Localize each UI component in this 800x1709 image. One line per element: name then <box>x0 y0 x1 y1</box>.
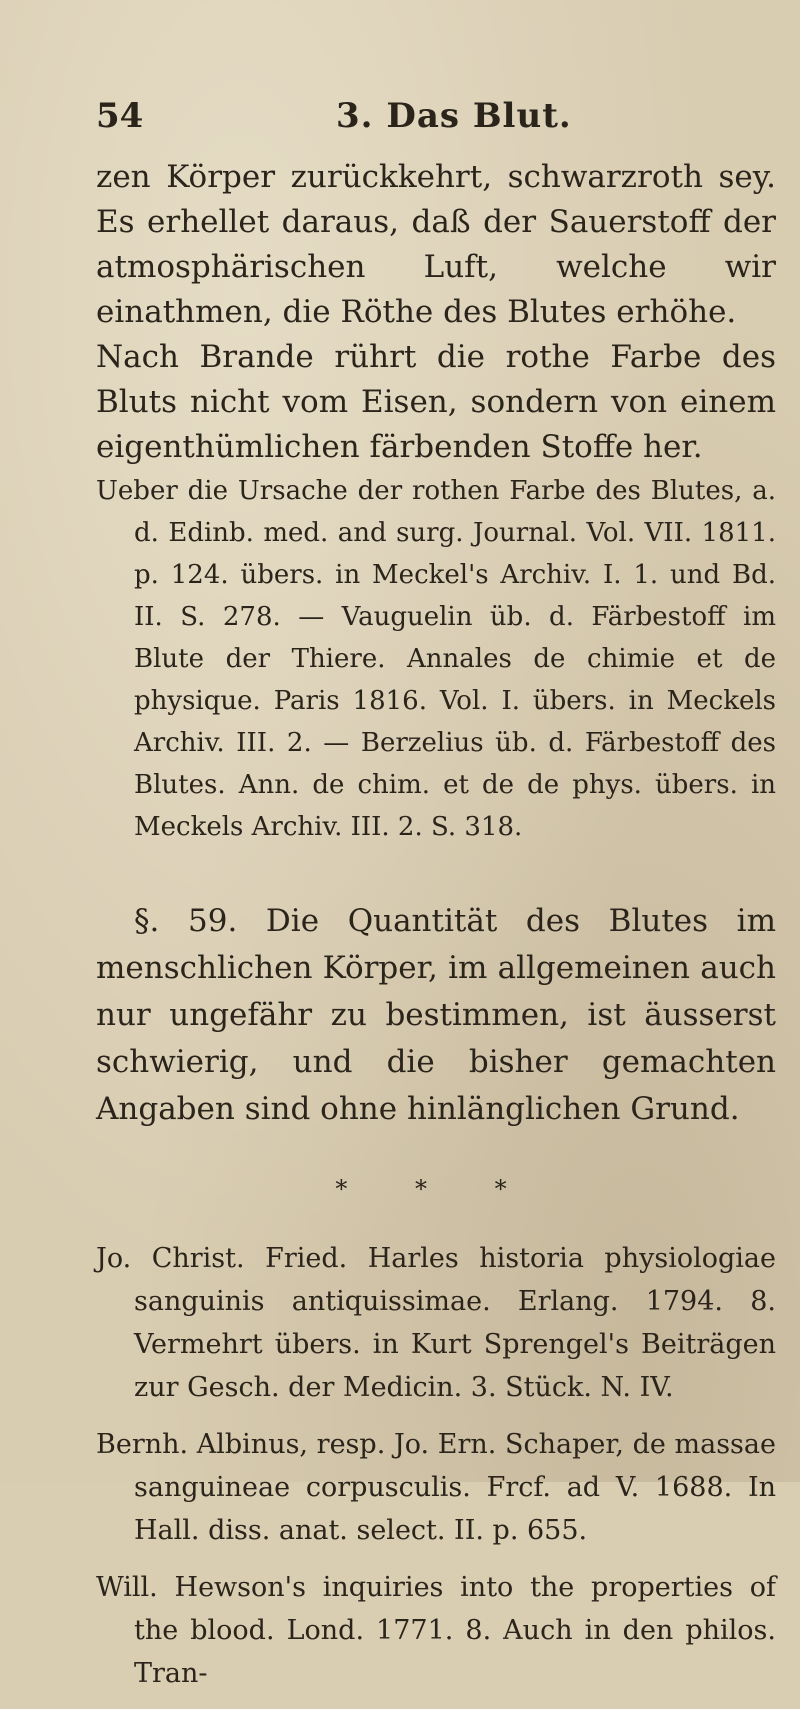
paragraph-brande: Nach Brande rührt die rothe Farbe des Bluts nicht vom Eisen, sondern von einem eigenthümlichen färbenden Stoffe her. <box>96 339 776 465</box>
bibliography-entry-hewson: Will. Hewson's inquiries into the properties of the blood. Lond. 1771. 8. Auch in den philos. Tran- <box>96 1572 776 1689</box>
paragraph-continuation: zen Körper zurückkehrt, schwarzroth sey. Es erhellet daraus, daß der Sauerstoff der atmosphärischen Luft, welche wir einathmen, die Röthe des Blutes erhöhe. <box>96 159 776 330</box>
page-number: 54 <box>96 96 144 136</box>
bibliography-entry-albinus: Bernh. Albinus, resp. Jo. Ern. Schaper, de massae sanguineae corpusculis. Frcf. ad V. 1688. In Hall. diss. anat. select. II. p. 655. <box>96 1429 776 1546</box>
page-body <box>96 155 776 1709</box>
page-header <box>96 96 740 146</box>
section-59-paragraph: §. 59. Die Quantität des Blutes im menschlichen Körper, im allgemeinen auch nur ungefähr zu bestimmen, ist äusserst schwierig, und die bisher gemachten Angaben sind ohne hinlänglichen Grund. <box>96 903 776 1127</box>
paragraph-references: Ueber die Ursache der rothen Farbe des Blutes, a. d. Edinb. med. and surg. Journal. Vol. VII. 1811. p. 124. übers. in Meckel's Archiv. I. 1. und Bd. II. S. 278. — Vauguelin üb. d. Färbestoff im Blute der Thiere. Annales de chimie et de physique. Paris 1816. Vol. I. übers. in Meckels Archiv. III. 2. — Berzelius üb. d. Färbestoff des Blutes. Ann. de chim. et de de phys. übers. in Meckels Archiv. III. 2. S. 318. <box>96 476 776 842</box>
asterisk-separator: * * * <box>335 1175 537 1203</box>
running-title: 3. Das Blut. <box>336 96 572 136</box>
bibliography-entry-harles: Jo. Christ. Fried. Harles historia physiologiae sanguinis antiquissimae. Erlang. 1794. 8. Vermehrt übers. in Kurt Sprengel's Beiträgen zur Gesch. der Medicin. 3. Stück. N. IV. <box>96 1243 776 1403</box>
